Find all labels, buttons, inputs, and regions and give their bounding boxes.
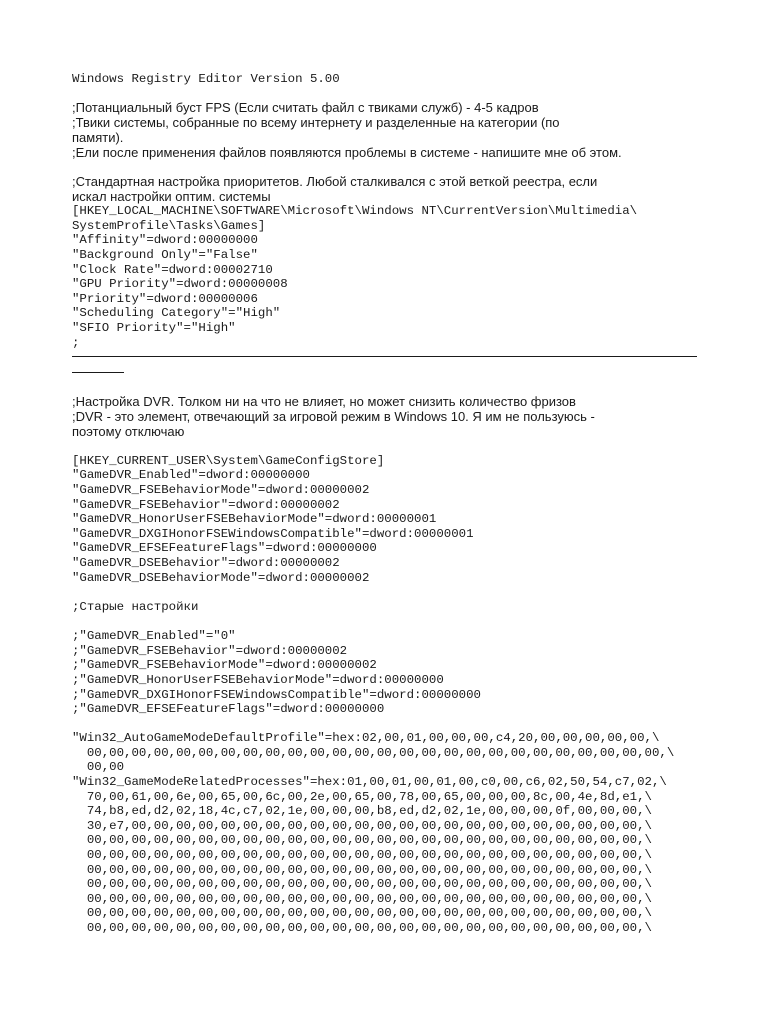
old-setting-value: ;"GameDVR_FSEBehavior"=dword:00000002 (72, 644, 348, 658)
separator-rule (72, 356, 697, 357)
priority-comment-1: ;Стандартная настройка приоритетов. Любой сталкивался с этой веткой реестра, если (72, 174, 598, 189)
dvr-comment-3: поэтому отключаю (72, 424, 185, 439)
old-setting-value: ;"GameDVR_Enabled"="0" (72, 629, 236, 643)
hex-line: 70,00,61,00,6e,00,65,00,6c,00,2e,00,65,00,78,00,65,00,00,00,8c,00,4e,8d,e1,\ (72, 790, 652, 804)
intro-line-4: ;Ели после применения файлов появляются проблемы в системе - напишите мне об этом. (72, 145, 622, 160)
priority-value: "SFIO Priority"="High" (72, 321, 236, 335)
dvr-value: "GameDVR_Enabled"=dword:00000000 (72, 468, 310, 482)
hex-line: 00,00,00,00,00,00,00,00,00,00,00,00,00,00,00,00,00,00,00,00,00,00,00,00,00,\ (72, 863, 652, 877)
priority-value: "Background Only"="False" (72, 248, 258, 262)
dvr-value: "GameDVR_HonorUserFSEBehaviorMode"=dword:00000001 (72, 512, 437, 526)
hex-line: 74,b8,ed,d2,02,18,4c,c7,02,1e,00,00,00,b8,ed,d2,02,1e,00,00,00,0f,00,00,00,\ (72, 804, 652, 818)
priority-value: ; (72, 336, 80, 350)
priority-value: "Scheduling Category"="High" (72, 306, 281, 320)
hex-line: "Win32_GameModeRelatedProcesses"=hex:01,00,01,00,01,00,c0,00,c6,02,50,54,c7,02,\ (72, 775, 667, 789)
dvr-comment-1: ;Настройка DVR. Толком ни на что не влияет, но может снизить количество фризов (72, 394, 576, 409)
hex-line: 00,00,00,00,00,00,00,00,00,00,00,00,00,00,00,00,00,00,00,00,00,00,00,00,00,\ (72, 848, 652, 862)
old-setting-value: ;"GameDVR_HonorUserFSEBehaviorMode"=dword:00000000 (72, 673, 444, 687)
old-setting-value: ;"GameDVR_FSEBehaviorMode"=dword:00000002 (72, 658, 377, 672)
hex-line: 00,00,00,00,00,00,00,00,00,00,00,00,00,00,00,00,00,00,00,00,00,00,00,00,00,\ (72, 833, 652, 847)
hex-line: 00,00,00,00,00,00,00,00,00,00,00,00,00,00,00,00,00,00,00,00,00,00,00,00,00,\ (72, 906, 652, 920)
priority-value: "Affinity"=dword:00000000 (72, 233, 258, 247)
priority-value: "Clock Rate"=dword:00002710 (72, 263, 273, 277)
hex-line: 00,00,00,00,00,00,00,00,00,00,00,00,00,00,00,00,00,00,00,00,00,00,00,00,00,00,\ (72, 746, 675, 760)
intro-line-1: ;Потанциальный буст FPS (Если считать файл с твиками служб) - 4-5 кадров (72, 100, 539, 115)
dvr-value: "GameDVR_FSEBehavior"=dword:00000002 (72, 498, 340, 512)
hex-line: 00,00,00,00,00,00,00,00,00,00,00,00,00,00,00,00,00,00,00,00,00,00,00,00,00,\ (72, 921, 652, 935)
hex-line: "Win32_AutoGameModeDefaultProfile"=hex:02,00,01,00,00,00,c4,20,00,00,00,00,00,\ (72, 731, 660, 745)
priority-comment-2: искал настройки оптим. системы (72, 189, 271, 204)
old-settings-title: ;Старые настройки (72, 600, 199, 614)
hex-line: 00,00,00,00,00,00,00,00,00,00,00,00,00,00,00,00,00,00,00,00,00,00,00,00,00,\ (72, 892, 652, 906)
dvr-key: [HKEY_CURRENT_USER\System\GameConfigStore] (72, 454, 385, 468)
intro-line-2: ;Твики системы, собранные по всему интернету и разделенные на категории (по (72, 115, 560, 130)
old-setting-value: ;"GameDVR_EFSEFeatureFlags"=dword:00000000 (72, 702, 385, 716)
separator-rule-continuation (72, 372, 124, 373)
hex-line: 30,e7,00,00,00,00,00,00,00,00,00,00,00,00,00,00,00,00,00,00,00,00,00,00,00,\ (72, 819, 652, 833)
document-header: Windows Registry Editor Version 5.00 (72, 72, 340, 86)
dvr-value: "GameDVR_EFSEFeatureFlags"=dword:00000000 (72, 541, 377, 555)
priority-value: "Priority"=dword:00000006 (72, 292, 258, 306)
old-setting-value: ;"GameDVR_DXGIHonorFSEWindowsCompatible"=dword:00000000 (72, 688, 481, 702)
intro-line-3: памяти). (72, 130, 124, 145)
dvr-comment-2: ;DVR - это элемент, отвечающий за игровой режим в Windows 10. Я им не пользуюсь - (72, 409, 595, 424)
priority-value: "GPU Priority"=dword:00000008 (72, 277, 288, 291)
hex-line: 00,00 (72, 760, 125, 774)
dvr-value: "GameDVR_DSEBehaviorMode"=dword:00000002 (72, 571, 370, 585)
dvr-value: "GameDVR_FSEBehaviorMode"=dword:00000002 (72, 483, 370, 497)
hex-line: 00,00,00,00,00,00,00,00,00,00,00,00,00,00,00,00,00,00,00,00,00,00,00,00,00,\ (72, 877, 652, 891)
priority-key-line-1: [HKEY_LOCAL_MACHINE\SOFTWARE\Microsoft\Windows NT\CurrentVersion\Multimedia\ (72, 204, 638, 218)
dvr-value: "GameDVR_DSEBehavior"=dword:00000002 (72, 556, 340, 570)
dvr-value: "GameDVR_DXGIHonorFSEWindowsCompatible"=dword:00000001 (72, 527, 474, 541)
priority-key-line-2: SystemProfile\Tasks\Games] (72, 219, 266, 233)
